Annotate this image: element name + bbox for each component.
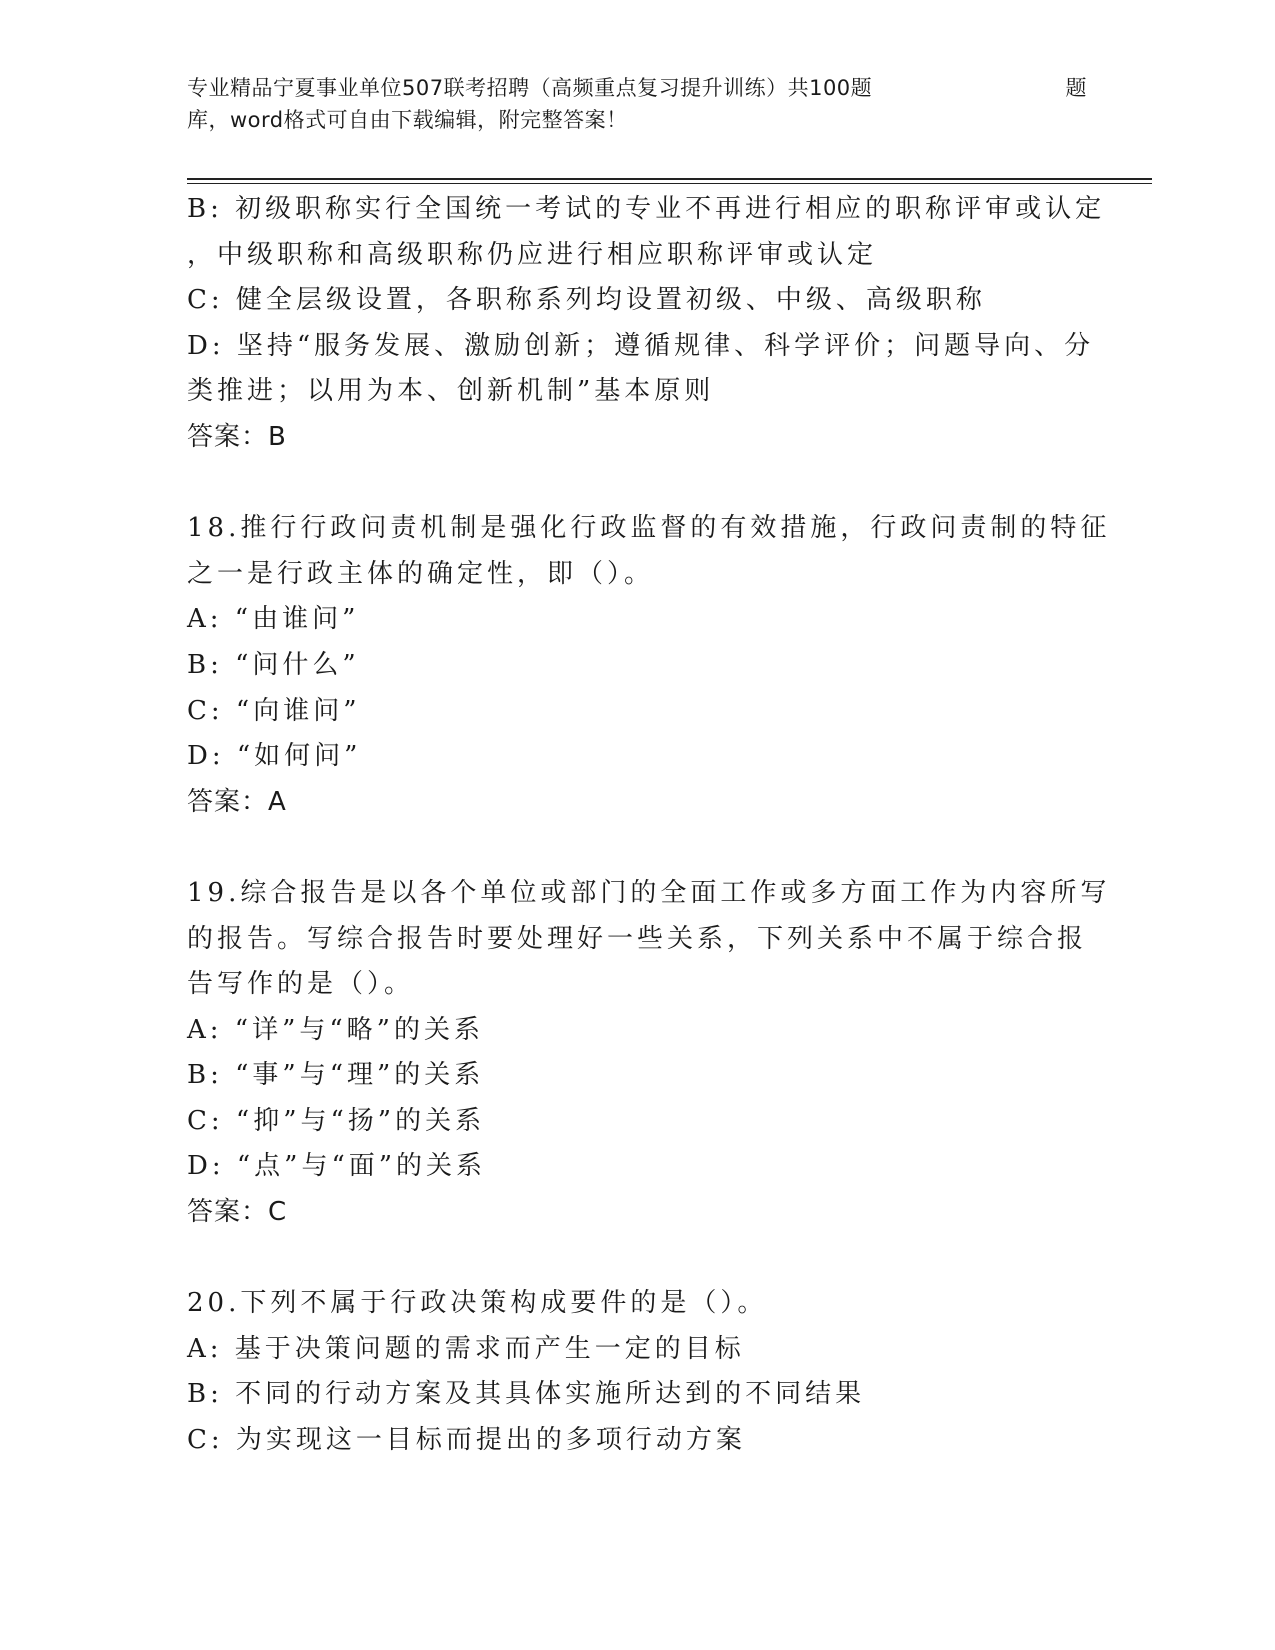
option-b-continued: ，中级职称和高级职称仍应进行相应职称评审或认定 [187, 239, 878, 270]
question-17-tail [187, 187, 1106, 461]
question-stem: 20.下列不属于行政决策构成要件的是（）。 [187, 1288, 768, 1319]
answer: 答案：B [187, 421, 287, 452]
question-stem-continued: 告写作的是（）。 [187, 969, 415, 1000]
option-a: A: “详”与“略”的关系 [187, 1014, 484, 1045]
question-20 [187, 1281, 1087, 1463]
option-b: B: “问什么” [187, 649, 360, 680]
answer: 答案：C [187, 1197, 288, 1228]
page-header [187, 72, 1087, 136]
option-b: B: 不同的行动方案及其具体实施所达到的不同结果 [187, 1379, 866, 1410]
option-d: D: “如何问” [187, 741, 362, 772]
option-b: B: 初级职称实行全国统一考试的专业不再进行相应的职称评审或认定 [187, 194, 1106, 224]
spacer [187, 461, 1087, 507]
question-stem-continued: 的报告。写综合报告时要处理好一些关系，下列关系中不属于综合报 [187, 923, 1088, 954]
question-stem-continued: 之一是行政主体的确定性，即（）。 [187, 558, 655, 589]
option-c: C: “向谁问” [187, 695, 361, 726]
question-stem: 18.推行行政问责机制是强化行政监督的有效措施，行政问责制的特征 [187, 513, 1111, 544]
option-a: A: “由谁问” [187, 604, 360, 635]
header-rule-thin [187, 183, 1152, 184]
header-rule-thick [187, 178, 1152, 180]
question-19 [187, 871, 1111, 1236]
option-c: C: 为实现这一目标而提出的多项行动方案 [187, 1425, 746, 1456]
question-stem: 19.综合报告是以各个单位或部门的全面工作或多方面工作为内容所写 [187, 877, 1111, 908]
option-b: B: “事”与“理”的关系 [187, 1060, 485, 1091]
option-d-continued: 类推进；以用为本、创新机制”基本原则 [187, 376, 715, 407]
spacer [187, 1236, 1087, 1282]
spacer [187, 825, 1087, 871]
option-c: C: “抑”与“扬”的关系 [187, 1105, 486, 1136]
answer: 答案：A [187, 786, 287, 817]
header-title-end: 题 [1065, 76, 1087, 100]
option-d: D: 坚持“服务发展、激励创新；遵循规律、科学评价；问题导向、分 [187, 330, 1095, 361]
option-a: A: 基于决策问题的需求而产生一定的目标 [187, 1333, 745, 1364]
option-c: C: 健全层级设置，各职称系列均设置初级、中级、高级职称 [187, 285, 986, 316]
option-d: D: “点”与“面”的关系 [187, 1151, 487, 1182]
question-18 [187, 506, 1111, 825]
header-line-1 [187, 72, 1087, 104]
header-title: 专业精品宁夏事业单位507联考招聘（高频重点复习提升训练）共100题 [187, 76, 873, 100]
document-body [187, 187, 1111, 1464]
header-line-2: 库，word格式可自由下载编辑，附完整答案！ [187, 108, 628, 132]
